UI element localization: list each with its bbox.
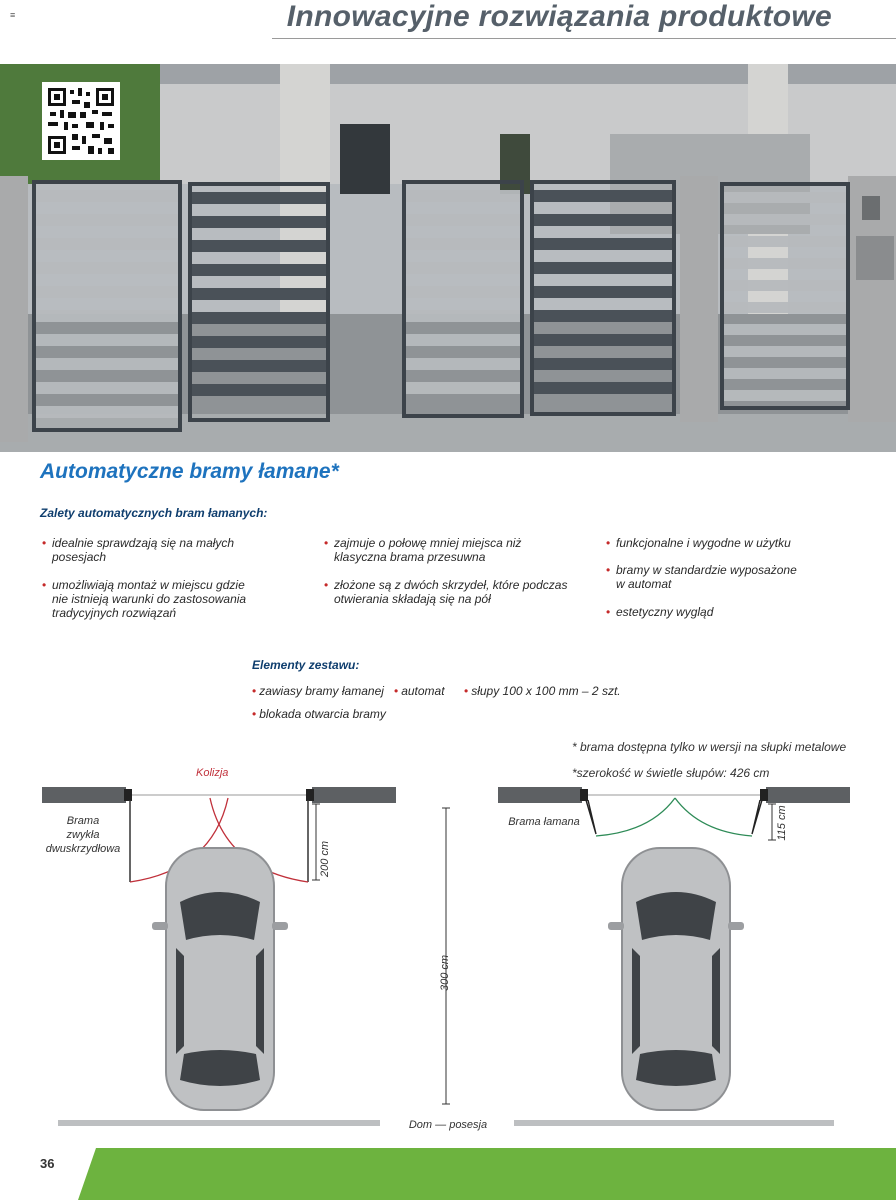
advantages-heading: Zalety automatycznych bram łamanych: bbox=[40, 506, 268, 520]
qr-code[interactable] bbox=[42, 82, 120, 160]
folding-gate-label: Brama łamana bbox=[508, 816, 580, 828]
advantage-item: • estetyczny wygląd bbox=[606, 605, 714, 619]
house-label: Dom — posesja bbox=[408, 1119, 488, 1131]
advantage-item: • złożone są z dwóch skrzydeł, które podczas otwierania składają się na pół bbox=[324, 578, 568, 606]
collision-label: Kolizja bbox=[196, 767, 229, 779]
dimension-200cm: 200 cm bbox=[319, 840, 331, 878]
advantage-item: • bramy w standardzie wyposażone w automat bbox=[606, 563, 797, 591]
kit-item: • zawiasy bramy łamanej bbox=[252, 684, 384, 698]
kit-item: • słupy 100 x 100 mm – 2 szt. bbox=[464, 684, 621, 698]
page-number: 36 bbox=[40, 1156, 55, 1171]
advantage-item: • zajmuje o połowę mniej miejsca niż klasyczna brama przesuwna bbox=[324, 536, 522, 564]
title-divider bbox=[272, 38, 896, 39]
kit-item: • automat bbox=[394, 684, 445, 698]
regular-gate-label: Brama zwykła dwuskrzydłowa bbox=[45, 815, 121, 855]
footnote-width: *szerokość w świetle słupów: 426 cm bbox=[572, 766, 770, 780]
menu-icon: ≡ bbox=[10, 10, 16, 20]
dimension-300cm: 300 cm bbox=[439, 954, 451, 992]
section-title: Automatyczne bramy łamane* bbox=[40, 460, 339, 483]
footnote-metal-posts: * brama dostępna tylko w wersji na słupki metalowe bbox=[572, 740, 847, 754]
gate-photo bbox=[0, 64, 896, 452]
advantage-item: • umożliwiają montaż w miejscu gdzie nie istnieją warunki do zastosowania tradycyjnych rozwiązań bbox=[42, 578, 247, 620]
page-title: Innowacyjne rozwiązania produktowe bbox=[286, 0, 832, 33]
footer-band bbox=[78, 1148, 896, 1200]
kit-item: • blokada otwarcia bramy bbox=[252, 707, 386, 721]
folding-gate-diagram bbox=[498, 787, 850, 1110]
dimension-115cm: 115 cm bbox=[776, 805, 788, 841]
advantage-item: • idealnie sprawdzają się na małych posesjach bbox=[42, 536, 235, 564]
gate-comparison-diagram bbox=[0, 760, 896, 1150]
kit-heading: Elementy zestawu: bbox=[252, 658, 360, 672]
advantage-item: • funkcjonalne i wygodne w użytku bbox=[606, 536, 791, 550]
